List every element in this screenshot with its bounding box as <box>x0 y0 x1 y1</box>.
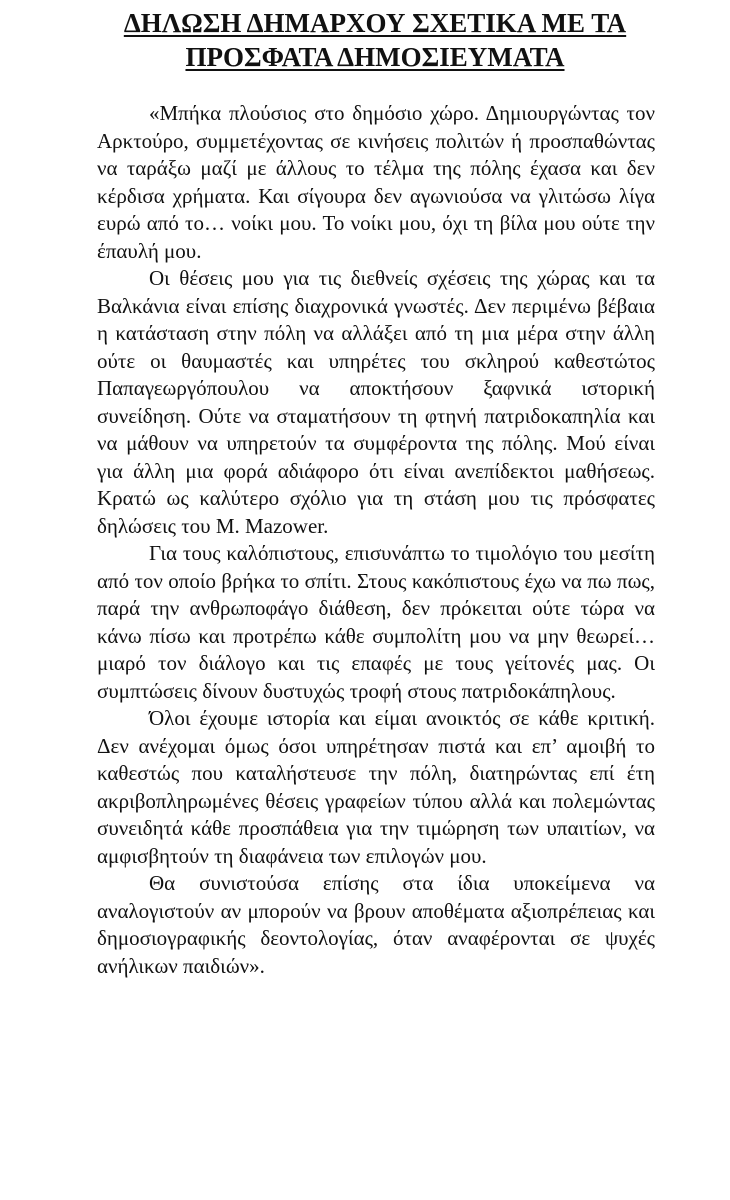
statement-body <box>97 100 655 980</box>
document-title <box>60 6 690 74</box>
paragraph: Οι θέσεις μου για τις διεθνείς σχέσεις της χώρας και τα Βαλκάνια είναι επίσης διαχρονικά γνωστές. Δεν περιμένω βέβαια η κατάσταση στην πόλη να αλλάξει από τη μια μέρα στην άλλη ούτε οι θαυμαστές και υπηρέτες του σκληρού καθεστώτος Παπαγεωργόπουλου να αποκτήσουν ξαφνικά ιστορική συνείδηση. Ούτε να σταματήσουν τη φτηνή πατριδοκαπηλία και να μάθουν να υπηρετούν τα συμφέροντα της πόλης. Μού είναι για άλλη μια φορά αδιάφορο ότι είναι ανεπίδεκτοι μαθήσεως. Κρατώ ως καλύτερο σχόλιο για τη στάση μου τις πρόσφατες δηλώσεις του Μ. Mazower. <box>97 266 655 538</box>
title-line-1: ΔΗΛΩΣΗ ΔΗΜΑΡΧΟΥ ΣΧΕΤΙΚΑ ΜΕ ΤΑ <box>123 8 627 38</box>
paragraph: Όλοι έχουμε ιστορία και είμαι ανοικτός σε κάθε κριτική. Δεν ανέχομαι όμως όσοι υπηρέτησαν πιστά και επ’ αμοιβή το καθεστώς που καταλήστευσε την πόλη, διατηρώντας επί έτη ακριβοπληρωμένες θέσεις γραφείων τύπου αλλά και πολεμώντας συνειδητά κάθε προσπάθεια για την τιμώρηση των υπαιτίων, να αμφισβητούν τη διαφάνεια των επιλογών μου. <box>97 706 655 868</box>
title-line-2: ΠΡΟΣΦΑΤΑ ΔΗΜΟΣΙΕΥΜΑΤΑ <box>185 42 565 72</box>
paragraph: Θα συνιστούσα επίσης στα ίδια υποκείμενα να αναλογιστούν αν μπορούν να βρουν αποθέματα αξιοπρέπειας και δημοσιογραφικής δεοντολογίας, όταν αναφέρονται σε ψυχές ανήλικων παιδιών». <box>97 871 655 978</box>
paragraph: Για τους καλόπιστους, επισυνάπτω το τιμολόγιο του μεσίτη από τον οποίο βρήκα το σπίτι. Στους κακόπιστους έχω να πω πως, παρά την ανθρωποφάγο διάθεση, δεν πρόκειται ούτε τώρα να κάνω πίσω και προτρέπω κάθε συμπολίτη μου να μην θεωρεί… μιαρό τον διάλογο και τις επαφές με τους γείτονές μας. Οι συμπτώσεις δίνουν δυστυχώς τροφή στους πατριδοκάπηλους. <box>97 541 655 703</box>
paragraph: «Μπήκα πλούσιος στο δημόσιο χώρο. Δημιουργώντας τον Αρκτούρο, συμμετέχοντας σε κινήσεις πολιτών ή προσπαθώντας να ταράξω μαζί με άλλους το τέλμα της πόλης έχασα και δεν κέρδισα χρήματα. Και σίγουρα δεν αγωνιούσα να γλιτώσω λίγα ευρώ από το… νοίκι μου. Το νοίκι μου, όχι τη βίλα μου ούτε την έπαυλή μου. <box>97 101 655 263</box>
